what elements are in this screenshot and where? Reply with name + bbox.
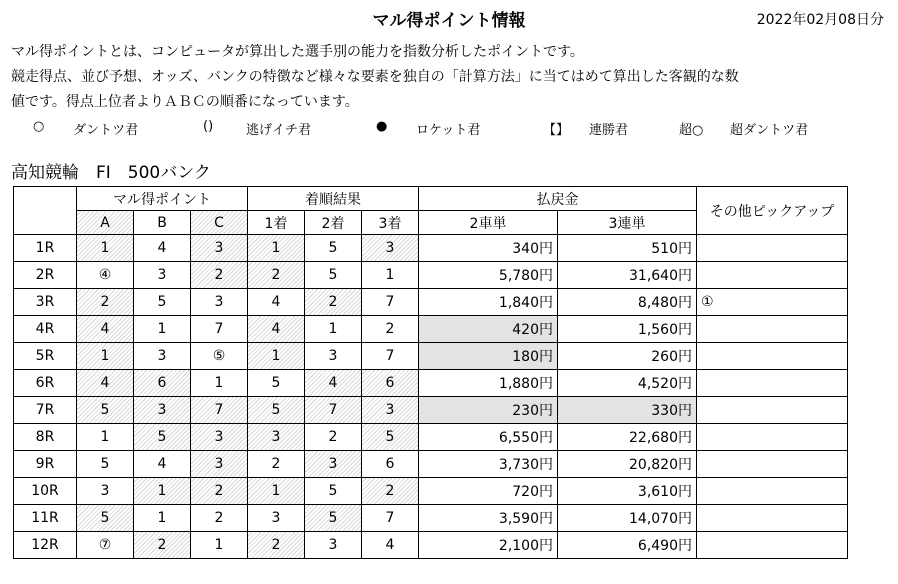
point-b: 2 <box>134 532 191 559</box>
result-1st: 3 <box>248 424 305 451</box>
result-2nd: 3 <box>305 343 362 370</box>
trifecta-payout: 20,820円 <box>558 451 697 478</box>
other-pickup <box>697 343 848 370</box>
page-title: マル得ポイント情報 <box>372 11 526 31</box>
table-row <box>14 235 848 262</box>
result-1st: 5 <box>248 397 305 424</box>
race-cell: 11R <box>14 505 77 532</box>
other-pickup <box>697 235 848 262</box>
legend-label-rocket: ロケット君 <box>416 123 481 138</box>
point-b: 3 <box>134 343 191 370</box>
race-cell: 9R <box>14 451 77 478</box>
other-pickup <box>697 316 848 343</box>
point-a: 1 <box>77 235 134 262</box>
table-row <box>14 397 848 424</box>
exacta-payout: 3,590円 <box>419 505 558 532</box>
race-cell: 8R <box>14 424 77 451</box>
exacta-payout: 1,840円 <box>419 289 558 316</box>
legend-symbol-rocket: ● <box>376 119 388 134</box>
result-3rd: 2 <box>362 478 419 505</box>
legend-label-nigeichi: 逃げイチ君 <box>246 123 312 138</box>
results-table <box>13 186 848 559</box>
table-row <box>14 451 848 478</box>
point-c: 1 <box>191 532 248 559</box>
exacta-payout: 5,780円 <box>419 262 558 289</box>
exacta-payout: 6,550円 <box>419 424 558 451</box>
exacta-payout: 340円 <box>419 235 558 262</box>
race-cell: 5R <box>14 343 77 370</box>
table-row <box>14 289 848 316</box>
result-3rd: 7 <box>362 289 419 316</box>
other-pickup <box>697 478 848 505</box>
trifecta-payout: 31,640円 <box>558 262 697 289</box>
other-pickup: ① <box>697 289 848 316</box>
description-line: マル得ポイントとは、コンピュータが算出した選手別の能力を指数分析したポイントです。 <box>11 44 584 60</box>
points-header: マル得ポイント <box>77 187 248 211</box>
col-trifecta-header: 3連単 <box>558 211 697 235</box>
point-c: 2 <box>191 262 248 289</box>
result-3rd: 7 <box>362 505 419 532</box>
table-row <box>14 262 848 289</box>
result-2nd: 7 <box>305 397 362 424</box>
table-row <box>14 532 848 559</box>
point-a: 4 <box>77 370 134 397</box>
table-row <box>14 370 848 397</box>
col-a-header: A <box>77 211 134 235</box>
result-1st: 1 <box>248 343 305 370</box>
race-cell: 3R <box>14 289 77 316</box>
point-a: 3 <box>77 478 134 505</box>
trifecta-payout: 14,070円 <box>558 505 697 532</box>
result-3rd: 4 <box>362 532 419 559</box>
table-row <box>14 343 848 370</box>
point-a: 5 <box>77 397 134 424</box>
legend-label-renshou: 連勝君 <box>589 123 629 138</box>
point-c: 3 <box>191 289 248 316</box>
description-line: 競走得点、並び予想、オッズ、バンクの特徴など様々な要素を独自の「計算方法」に当てはめて算出した客観的な数 <box>11 69 739 85</box>
table-row <box>14 505 848 532</box>
point-c: 2 <box>191 505 248 532</box>
result-3rd: 3 <box>362 235 419 262</box>
point-a: 2 <box>77 289 134 316</box>
race-cell: 6R <box>14 370 77 397</box>
result-2nd: 3 <box>305 532 362 559</box>
table-body <box>14 235 848 559</box>
other-pickup <box>697 424 848 451</box>
point-b: 1 <box>134 316 191 343</box>
trifecta-payout: 8,480円 <box>558 289 697 316</box>
legend-label-dantotsu: ダントツ君 <box>73 123 139 138</box>
race-cell: 2R <box>14 262 77 289</box>
col-1st-header: 1着 <box>248 211 305 235</box>
results-header: 着順結果 <box>248 187 419 211</box>
legend-symbol-super-dantotsu: 超○ <box>679 123 704 138</box>
result-1st: 4 <box>248 289 305 316</box>
result-1st: 2 <box>248 451 305 478</box>
other-pickup <box>697 505 848 532</box>
race-cell: 1R <box>14 235 77 262</box>
result-2nd: 2 <box>305 424 362 451</box>
race-cell: 10R <box>14 478 77 505</box>
result-2nd: 5 <box>305 478 362 505</box>
col-3rd-header: 3着 <box>362 211 419 235</box>
result-1st: 2 <box>248 532 305 559</box>
trifecta-payout: 330円 <box>558 397 697 424</box>
point-b: 3 <box>134 397 191 424</box>
trifecta-payout: 3,610円 <box>558 478 697 505</box>
point-c: 3 <box>191 424 248 451</box>
trifecta-payout: 22,680円 <box>558 424 697 451</box>
point-c: 2 <box>191 478 248 505</box>
result-2nd: 3 <box>305 451 362 478</box>
result-3rd: 5 <box>362 424 419 451</box>
trifecta-payout: 1,560円 <box>558 316 697 343</box>
legend-label-super-dantotsu: 超ダントツ君 <box>730 123 809 138</box>
table-row <box>14 478 848 505</box>
payout-header: 払戻金 <box>419 187 697 211</box>
exacta-payout: 1,880円 <box>419 370 558 397</box>
result-2nd: 5 <box>305 262 362 289</box>
point-b: 4 <box>134 235 191 262</box>
result-1st: 3 <box>248 505 305 532</box>
result-1st: 2 <box>248 262 305 289</box>
point-a: 1 <box>77 343 134 370</box>
point-a: 1 <box>77 424 134 451</box>
exacta-payout: 420円 <box>419 316 558 343</box>
trifecta-payout: 510円 <box>558 235 697 262</box>
point-c: 1 <box>191 370 248 397</box>
exacta-payout: 3,730円 <box>419 451 558 478</box>
other-pickup <box>697 397 848 424</box>
race-cell: 4R <box>14 316 77 343</box>
point-b: 5 <box>134 424 191 451</box>
result-3rd: 6 <box>362 370 419 397</box>
col-exacta-header: 2車単 <box>419 211 558 235</box>
result-1st: 4 <box>248 316 305 343</box>
result-1st: 1 <box>248 235 305 262</box>
table-row <box>14 424 848 451</box>
venue-title: 高知競輪 FI 500バンク <box>11 163 211 183</box>
point-c: 3 <box>191 451 248 478</box>
point-b: 1 <box>134 478 191 505</box>
report-date: 2022年02月08日分 <box>756 12 884 28</box>
legend-symbol-dantotsu: ○ <box>33 119 45 134</box>
result-3rd: 2 <box>362 316 419 343</box>
point-b: 3 <box>134 262 191 289</box>
trifecta-payout: 4,520円 <box>558 370 697 397</box>
race-cell: 7R <box>14 397 77 424</box>
result-2nd: 1 <box>305 316 362 343</box>
trifecta-payout: 6,490円 <box>558 532 697 559</box>
other-pickup <box>697 532 848 559</box>
point-a: 5 <box>77 505 134 532</box>
other-pickup <box>697 451 848 478</box>
trifecta-payout: 260円 <box>558 343 697 370</box>
result-2nd: 4 <box>305 370 362 397</box>
point-c: 3 <box>191 235 248 262</box>
result-1st: 5 <box>248 370 305 397</box>
result-2nd: 5 <box>305 235 362 262</box>
point-c: 7 <box>191 316 248 343</box>
race-header <box>14 187 77 235</box>
point-a: ⑦ <box>77 532 134 559</box>
result-3rd: 1 <box>362 262 419 289</box>
other-pickup <box>697 262 848 289</box>
point-a: 5 <box>77 451 134 478</box>
col-2nd-header: 2着 <box>305 211 362 235</box>
race-cell: 12R <box>14 532 77 559</box>
exacta-payout: 230円 <box>419 397 558 424</box>
result-1st: 1 <box>248 478 305 505</box>
point-b: 5 <box>134 289 191 316</box>
point-a: ④ <box>77 262 134 289</box>
point-a: 4 <box>77 316 134 343</box>
result-2nd: 2 <box>305 289 362 316</box>
table-row <box>14 316 848 343</box>
point-c: 7 <box>191 397 248 424</box>
result-3rd: 7 <box>362 343 419 370</box>
exacta-payout: 2,100円 <box>419 532 558 559</box>
exacta-payout: 720円 <box>419 478 558 505</box>
legend-symbol-nigeichi: () <box>203 119 214 134</box>
description-line: 値です。得点上位者よりＡＢＣの順番になっています。 <box>11 94 359 110</box>
other-pickup <box>697 370 848 397</box>
result-3rd: 6 <box>362 451 419 478</box>
description <box>11 40 891 115</box>
result-2nd: 5 <box>305 505 362 532</box>
point-b: 1 <box>134 505 191 532</box>
point-b: 6 <box>134 370 191 397</box>
point-c: ⑤ <box>191 343 248 370</box>
result-3rd: 3 <box>362 397 419 424</box>
exacta-payout: 180円 <box>419 343 558 370</box>
col-b-header: B <box>134 211 191 235</box>
point-b: 4 <box>134 451 191 478</box>
legend-symbol-renshou: 【】 <box>543 123 570 138</box>
col-c-header: C <box>191 211 248 235</box>
other-pickup-header: その他ピックアップ <box>697 187 848 235</box>
